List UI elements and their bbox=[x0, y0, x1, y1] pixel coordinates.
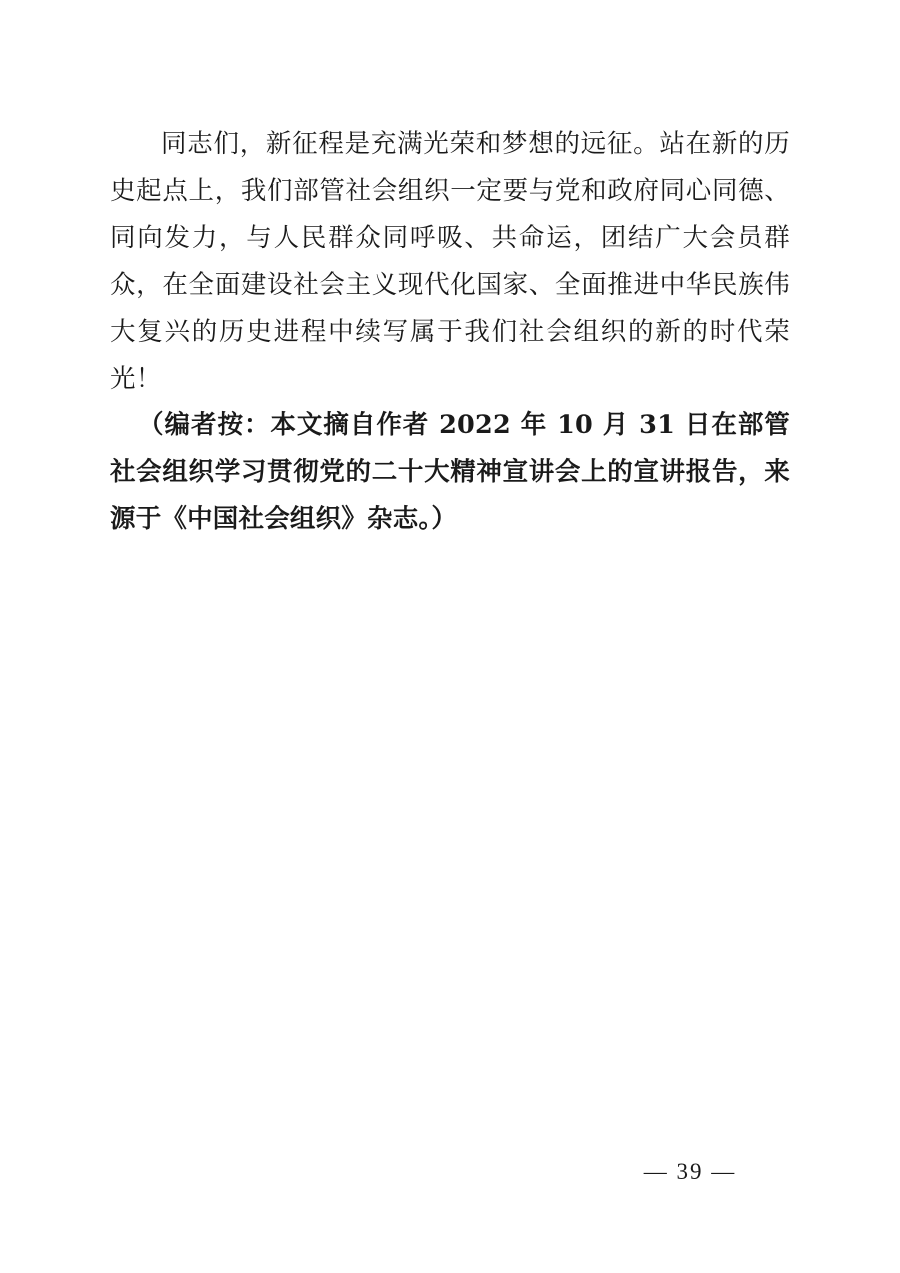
page-number: — 39 — bbox=[643, 1159, 737, 1184]
main-paragraph: 同志们，新征程是充满光荣和梦想的远征。站在新的历史起点上，我们部管社会组织一定要与党和政府同心同德、同向发力，与人民群众同呼吸、共命运，团结广大会员群众，在全面建设社会主义现代化国家、全面推进中华民族伟大复兴的历史进程中续写属于我们社会组织的新的时代荣光！ bbox=[110, 129, 790, 393]
page-body bbox=[110, 120, 790, 543]
page-number-footer bbox=[0, 1159, 900, 1185]
editor-note-paragraph: （编者按：本文摘自作者 2022 年 10 月 31 日在部管社会组织学习贯彻党的二十大精神宣讲会上的宣讲报告，来源于《中国社会组织》杂志。） bbox=[110, 410, 790, 534]
